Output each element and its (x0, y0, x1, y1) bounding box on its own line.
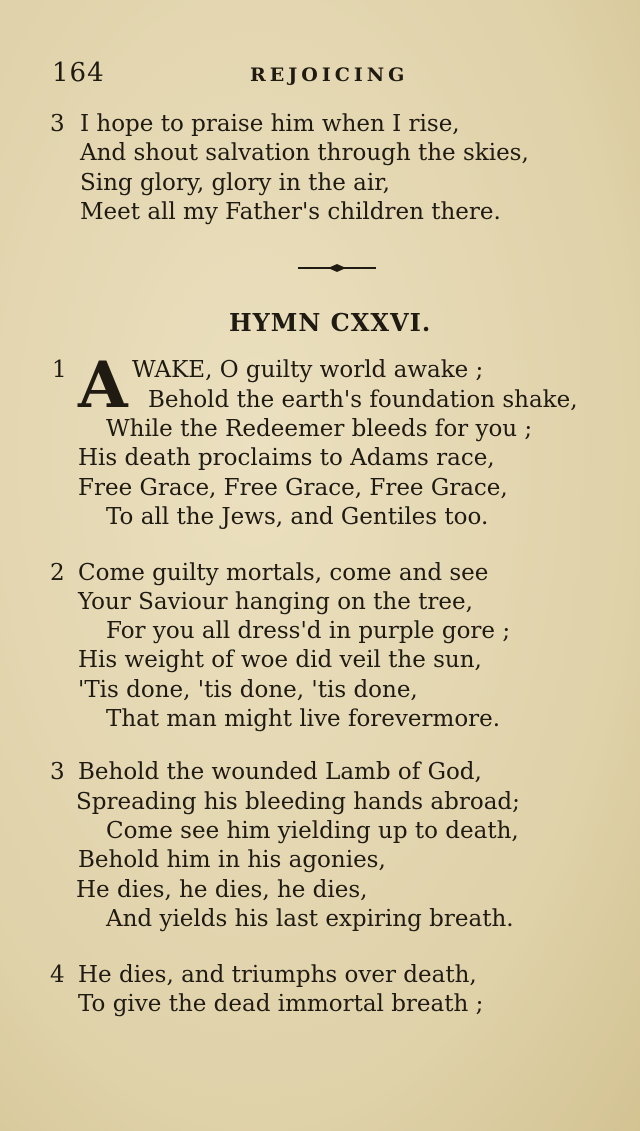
ornamental-divider (298, 262, 376, 274)
stanza-number: 2 (50, 560, 65, 586)
verse-line: Spreading his bleeding hands abroad; (76, 789, 520, 815)
verse-line: His death proclaims to Adams race, (78, 445, 495, 471)
page-number: 164 (52, 58, 105, 88)
verse-line: Behold the wounded Lamb of God, (78, 759, 482, 785)
verse-line: And shout salvation through the skies, (80, 140, 529, 166)
stanza-number: 1 (52, 357, 67, 383)
page-header (52, 58, 612, 94)
verse-line: Free Grace, Free Grace, Free Grace, (78, 475, 508, 501)
verse-line: WAKE, O guilty world awake ; (132, 357, 484, 383)
stanza-number: 4 (50, 962, 65, 988)
verse-line: Come guilty mortals, come and see (78, 560, 489, 586)
hymn-title: HYMN CXXVI. (229, 308, 432, 337)
verse-line: To give the dead immortal breath ; (78, 991, 484, 1017)
verse-line: Meet all my Father's children there. (80, 199, 501, 225)
drop-cap: A (78, 348, 128, 423)
verse-line: Come see him yielding up to death, (106, 818, 519, 844)
stanza-number: 3 (50, 759, 65, 785)
verse-line: Behold the earth's foundation shake, (148, 387, 578, 413)
verse-line: Your Saviour hanging on the tree, (78, 589, 473, 615)
verse-line: 'Tis done, 'tis done, 'tis done, (78, 677, 418, 703)
verse-line: I hope to praise him when I rise, (80, 111, 460, 137)
verse-line: To all the Jews, and Gentiles too. (106, 504, 489, 530)
verse-line: He dies, and triumphs over death, (78, 962, 477, 988)
verse-line: And yields his last expiring breath. (106, 906, 514, 932)
verse-line: While the Redeemer bleeds for you ; (106, 416, 533, 442)
running-title: REJOICING (250, 64, 409, 86)
verse-line: Sing glory, glory in the air, (80, 170, 390, 196)
stanza-number: 3 (50, 111, 65, 137)
verse-line: That man might live forevermore. (106, 706, 501, 732)
verse-line: His weight of woe did veil the sun, (78, 647, 482, 673)
verse-line: He dies, he dies, he dies, (76, 877, 368, 903)
verse-line: Behold him in his agonies, (78, 847, 386, 873)
verse-line: For you all dress'd in purple gore ; (106, 618, 511, 644)
